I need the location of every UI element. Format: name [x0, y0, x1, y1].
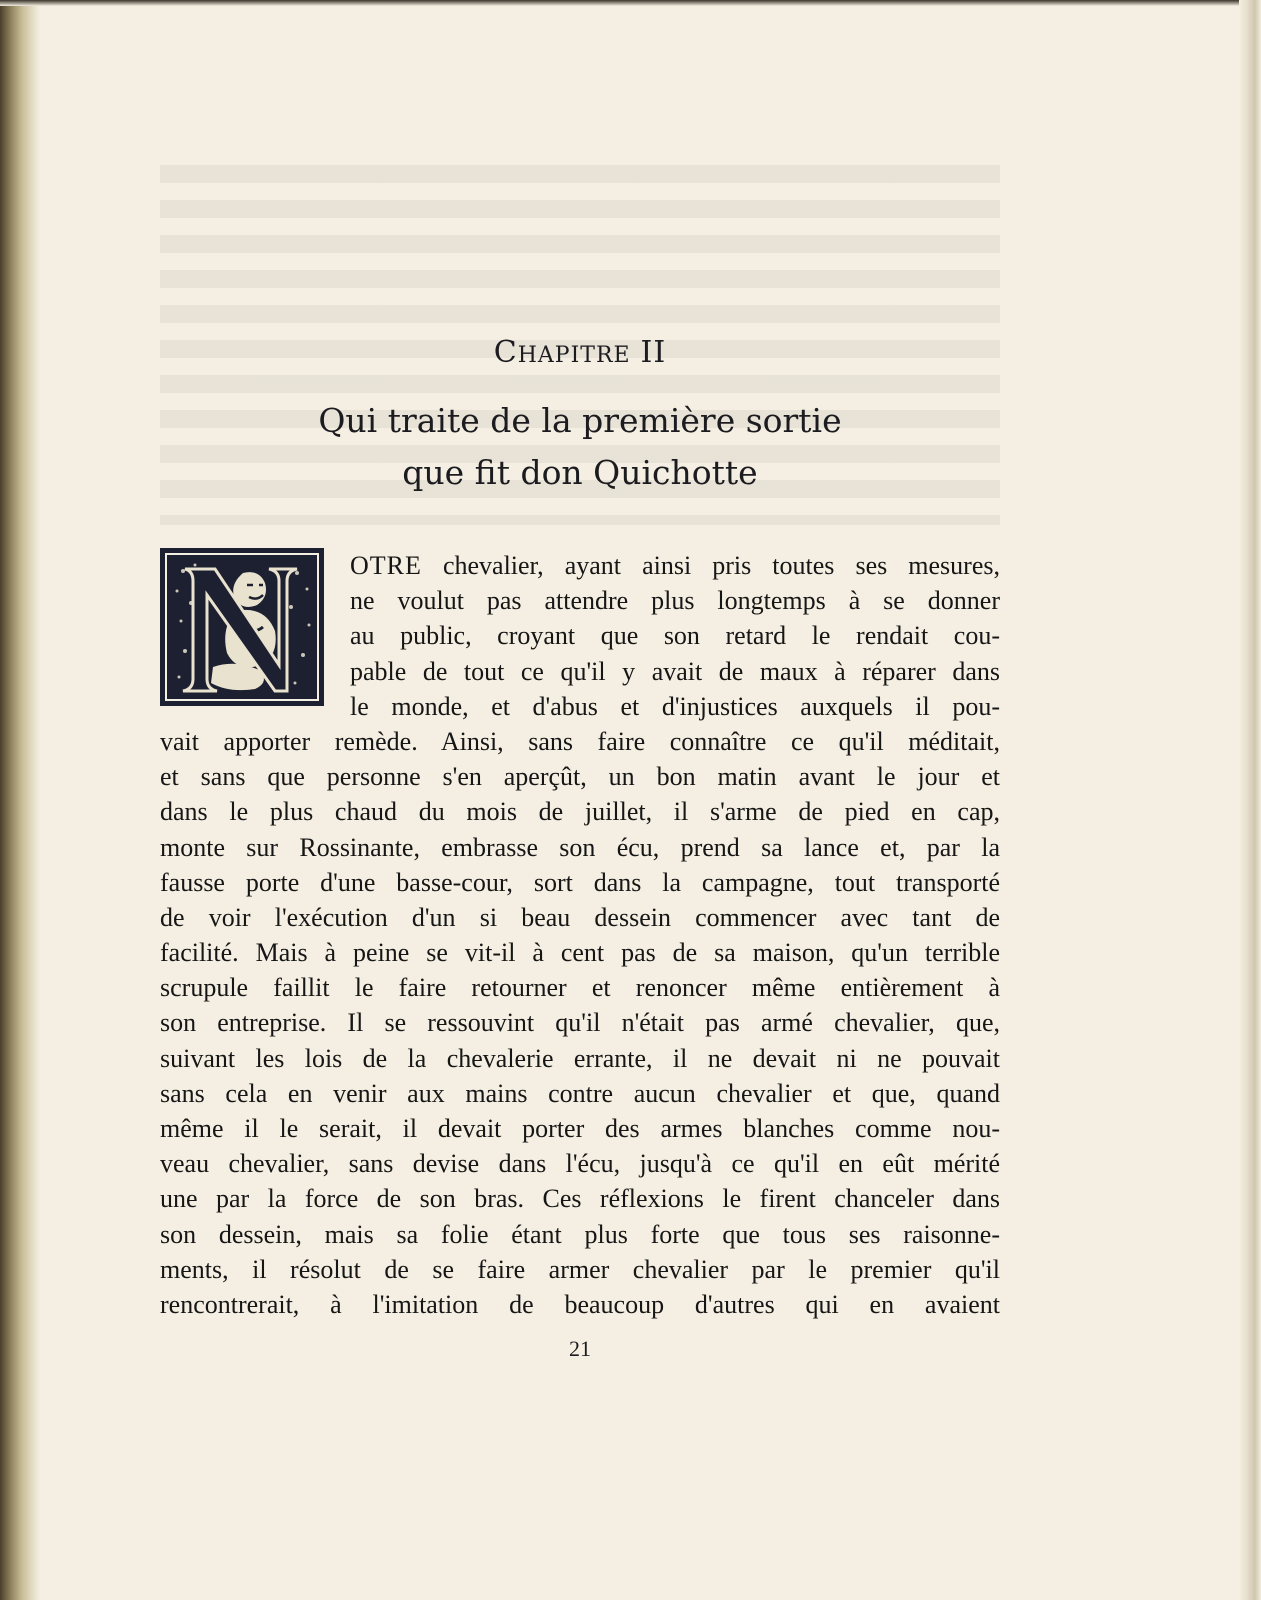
- text-line: rencontrerait, à l'imitation de beaucoup d'autres qui en avaient: [160, 1289, 1000, 1319]
- text-line: fausse porte d'une basse-cour, sort dans la campagne, tout transporté: [160, 867, 1000, 897]
- text-line: au public, croyant que son retard le rendait cou-: [350, 621, 1000, 651]
- text-line: et sans que personne s'en aperçût, un bon matin avant le jour et: [160, 762, 1000, 792]
- chapter-title: [160, 395, 1000, 499]
- chapter-heading: [160, 335, 1000, 370]
- text-line: ments, il résolut de se faire armer chevalier par le premier qu'il: [160, 1254, 1000, 1284]
- text-line: suivant les lois de la chevalerie errante, il ne devait ni ne pouvait: [160, 1043, 1000, 1073]
- text-line: scrupule faillit le faire retourner et renoncer même entièrement à: [160, 973, 1000, 1003]
- text-line: même il le serait, il devait porter des armes blanches comme nou-: [160, 1114, 1000, 1143]
- page-top-edge: [0, 0, 1261, 6]
- text-line: ne voulut pas attendre plus longtemps à se donner: [350, 586, 1000, 616]
- chapter-title-line-1: Qui traite de la première sortie: [318, 401, 842, 440]
- text-line: monte sur Rossinante, embrasse son écu, prend sa lance et, par la: [160, 832, 1000, 862]
- chapter-label-initial: C: [493, 335, 518, 370]
- chapter-title-line-2: que fit don Quichotte: [402, 453, 758, 492]
- chapter-number: II: [640, 335, 667, 370]
- text-line: de voir l'exécution d'un si beau dessein commencer avec tant de: [160, 902, 1000, 932]
- text-line: son dessein, mais sa folie étant plus forte que tous ses raisonne-: [160, 1219, 1000, 1249]
- chapter-label-rest: HAPITRE: [517, 343, 631, 368]
- first-word-small-caps: OTRE: [350, 551, 422, 580]
- text-line: son entreprise. Il se ressouvint qu'il n'était pas armé chevalier, que,: [160, 1008, 1000, 1038]
- text-line: une par la force de son bras. Ces réflexions le firent chanceler dans: [160, 1184, 1000, 1214]
- text-line: sans cela en venir aux mains contre aucun chevalier et que, quand: [160, 1078, 1000, 1108]
- text-line: veau chevalier, sans devise dans l'écu, jusqu'à ce qu'il en eût mérité: [160, 1149, 1000, 1179]
- text-line: facilité. Mais à peine se vit-il à cent pas de sa maison, qu'un terrible: [160, 938, 1000, 968]
- book-binding-gutter: [0, 0, 40, 1600]
- page-right-edge: [1239, 0, 1261, 1600]
- text-line: dans le plus chaud du mois de juillet, il s'arme de pied en cap,: [160, 797, 1000, 827]
- text-line: vait apporter remède. Ainsi, sans faire connaître ce qu'il méditait,: [160, 726, 1000, 756]
- page-number: 21: [569, 1336, 591, 1361]
- text-line: le monde, et d'abus et d'injustices auxquels il pou-: [350, 691, 1000, 721]
- chapter-body-text: [160, 548, 1000, 1322]
- text-line: OTRE chevalier, ayant ainsi pris toutes ses mesures,: [350, 551, 1000, 580]
- text-line: pable de tout ce qu'il y avait de maux à réparer dans: [350, 656, 1000, 686]
